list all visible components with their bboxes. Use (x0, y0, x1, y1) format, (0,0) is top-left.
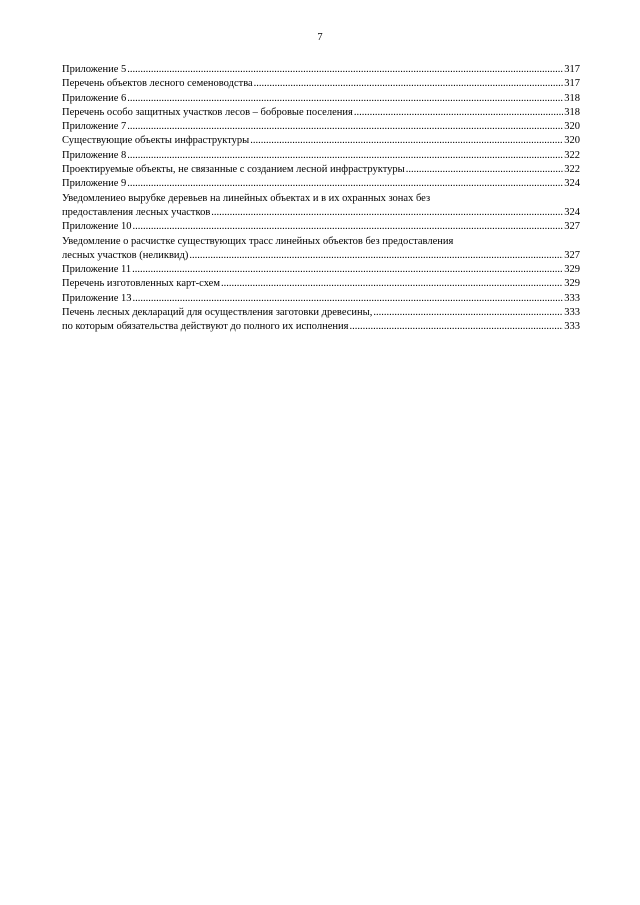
toc-entry-page: 322 (564, 149, 580, 161)
toc-entry-title: Приложение 8 (62, 149, 127, 161)
toc-entry-title-line1: Уведомление о расчистке существующих трасс линейных объектов без предоставления (62, 235, 454, 247)
toc-entry-appendix-13[interactable] (62, 292, 580, 306)
toc-entry-title-line1: Уведомлениео вырубке деревьев на линейных объектах и в их охранных зонах без (62, 192, 431, 204)
toc-entry-appendix-11[interactable] (62, 263, 580, 277)
toc-leader (254, 77, 564, 91)
toc-leader (132, 220, 563, 234)
toc-entry-appendix-6[interactable] (62, 92, 580, 106)
toc-leader (221, 277, 563, 291)
toc-entry-title: Приложение 5 (62, 64, 127, 75)
toc-entry-appendix-8[interactable] (62, 149, 580, 163)
toc-entry-appendix-7[interactable] (62, 120, 580, 134)
toc-entry-page: 327 (564, 249, 580, 261)
toc-entry-title: Перечень особо защитных участков лесов – бобровые поселения (62, 106, 353, 118)
toc-leader (189, 249, 563, 263)
toc-leader (132, 263, 563, 277)
toc-entry-title: Перечень объектов лесного семеноводства (62, 78, 253, 90)
toc-entry-page: 320 (564, 121, 580, 133)
toc-leader (127, 177, 563, 191)
toc-entry-page: 318 (564, 106, 580, 118)
toc-entry-title: Печень лесных деклараций для осуществления заготовки древесины, (62, 307, 373, 319)
toc-entry-existing-infrastructure[interactable] (62, 134, 580, 148)
toc-leader (127, 63, 563, 77)
toc-entry-page: 329 (564, 264, 580, 276)
toc-leader (406, 163, 564, 177)
toc-entry-page: 324 (564, 178, 580, 190)
toc-entry-page: 327 (564, 221, 580, 233)
toc-entry-page: 329 (564, 278, 580, 290)
toc-leader (127, 120, 563, 134)
toc-entry-page: 333 (564, 292, 580, 304)
toc-leader (354, 106, 563, 120)
toc-entry-page: 317 (564, 78, 580, 90)
toc-entry-planned-objects[interactable] (62, 163, 580, 177)
toc-entry-title-line2: предоставления лесных участков (62, 206, 211, 218)
toc-entry-map-schemes[interactable] (62, 277, 580, 291)
toc-entry-seed-objects[interactable] (62, 77, 580, 91)
toc-leader (211, 206, 563, 220)
toc-entry-title: по которым обязательства действуют до полного их исполнения (62, 321, 349, 333)
toc-entry-title: Приложение 11 (62, 264, 132, 276)
toc-entry-page: 320 (564, 135, 580, 147)
toc-entry-title: Проектируемые объекты, не связанные с созданием лесной инфраструктуры (62, 164, 405, 176)
toc-entry-appendix-5[interactable] (62, 63, 580, 77)
toc-entry-title: Перечень изготовленных карт-схем (62, 278, 220, 290)
toc-entry-title: Приложение 13 (62, 292, 132, 304)
toc-entry-forest-declarations[interactable] (62, 306, 580, 320)
toc-entry-page: 333 (564, 307, 580, 319)
toc-entry-title: Существующие объекты инфраструктуры (62, 135, 250, 147)
toc-entry-title: Приложение 6 (62, 92, 127, 104)
toc-leader (349, 320, 563, 334)
toc-entry-page: 324 (564, 206, 580, 218)
toc-entry-title: Приложение 9 (62, 178, 127, 190)
table-of-contents (62, 63, 580, 335)
toc-leader (373, 306, 563, 320)
toc-entry-obligations[interactable] (62, 320, 580, 334)
toc-entry-title: Приложение 7 (62, 121, 127, 133)
toc-entry-page: 333 (564, 321, 580, 333)
toc-entry-page: 317 (564, 64, 580, 75)
toc-entry-page: 322 (564, 164, 580, 176)
toc-entry-appendix-9[interactable] (62, 177, 580, 191)
toc-entry-route-clearing-notice[interactable] (62, 235, 580, 264)
toc-leader (127, 92, 563, 106)
toc-entry-title: Приложение 10 (62, 221, 132, 233)
toc-leader (250, 134, 563, 148)
toc-entry-tree-felling-notice[interactable] (62, 192, 580, 221)
toc-entry-protected-areas[interactable] (62, 106, 580, 120)
toc-entry-title-line2: лесных участков (неликвид) (62, 249, 189, 261)
toc-entry-appendix-10[interactable] (62, 220, 580, 234)
page-number: 7 (317, 32, 323, 43)
toc-entry-page: 318 (564, 92, 580, 104)
toc-leader (127, 149, 563, 163)
toc-leader (132, 292, 563, 306)
